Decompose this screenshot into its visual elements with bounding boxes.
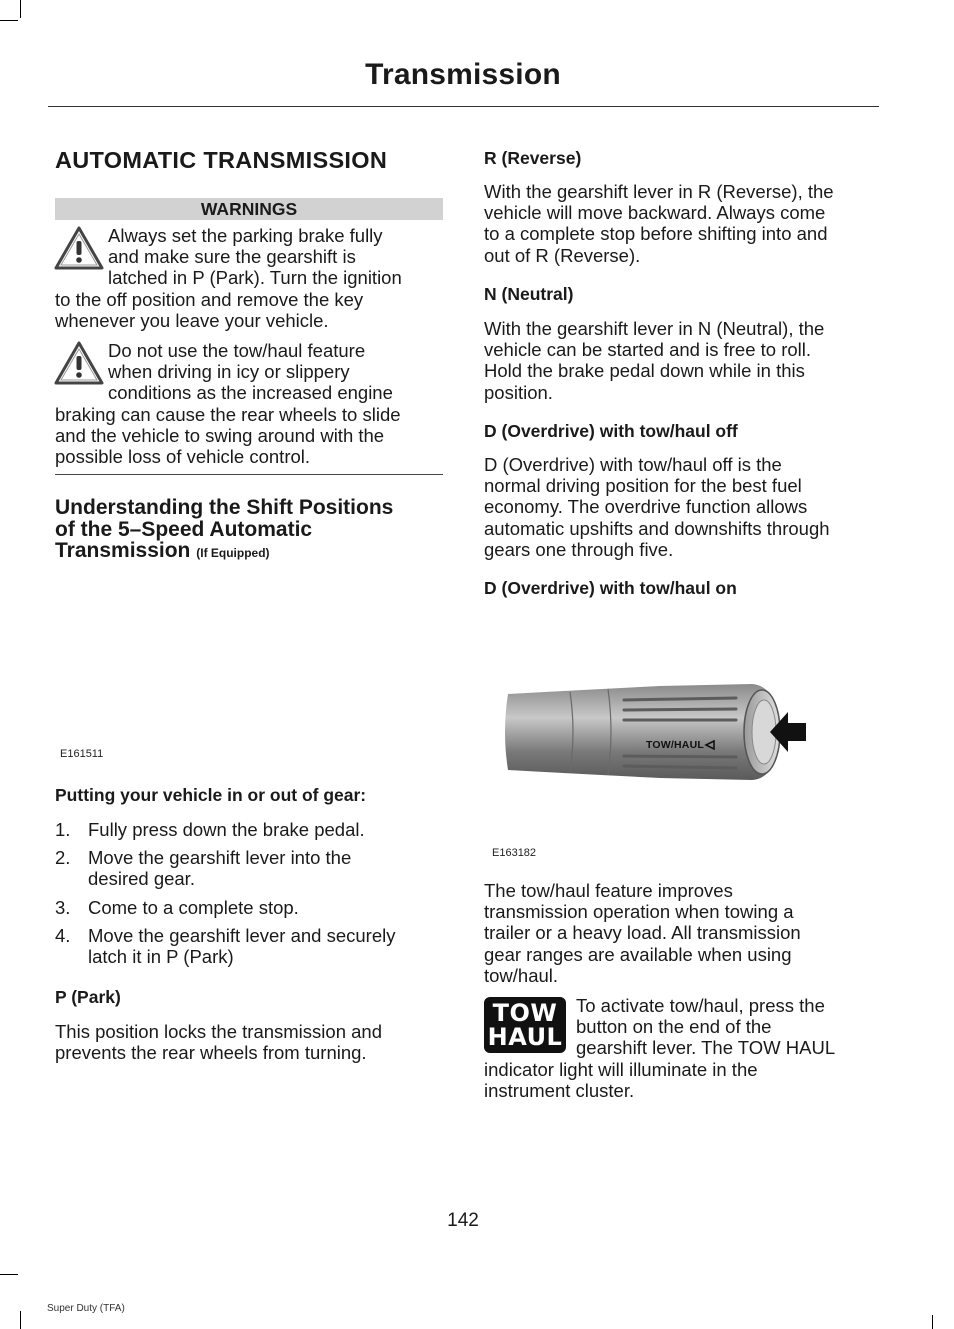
text-line: trailer or a heavy load. All transmission: [484, 922, 801, 944]
text-line: gears one through five.: [484, 538, 674, 560]
text-line: automatic upshifts and downshifts through: [484, 517, 830, 539]
text-line: of the 5–Speed Automatic: [55, 517, 313, 541]
text-line: Come to a complete stop.: [88, 896, 299, 918]
text-line: gear ranges are available when using: [484, 943, 792, 965]
text-line: possible loss of vehicle control.: [55, 446, 311, 468]
text-line: Hold the brake pedal down while in this: [484, 360, 805, 382]
warning-2-text: [55, 340, 445, 467]
text-line: latch it in P (Park): [88, 946, 234, 968]
list-item: [55, 847, 445, 889]
text-line: Do not use the tow/haul feature: [108, 340, 366, 361]
text-line: The tow/haul feature improves: [484, 880, 733, 901]
putting-heading: Putting your vehicle in or out of gear:: [55, 785, 367, 805]
text-line: transmission operation when towing a: [484, 901, 794, 923]
text-line: prevents the rear wheels from turning.: [55, 1042, 367, 1064]
list-number: 3.: [55, 896, 71, 918]
text-line: indicator light will illuminate in the: [484, 1058, 758, 1080]
crop-mark: [932, 1315, 933, 1329]
text-line: This position locks the transmission and: [55, 1021, 382, 1042]
text-line: With the gearshift lever in R (Reverse), the: [484, 181, 834, 202]
text-line: conditions as the increased engine: [108, 382, 393, 404]
if-equipped-note: (If Equipped): [196, 546, 270, 560]
text-line: to a complete stop before shifting into and: [484, 223, 828, 245]
text-line: vehicle can be started and is free to roll.: [484, 339, 812, 361]
badge-line: TOW: [492, 999, 558, 1027]
crop-mark: [20, 1311, 21, 1329]
neutral-heading: N (Neutral): [484, 284, 574, 304]
list-item: [55, 925, 445, 967]
text-line: Transmission: [55, 539, 191, 562]
text-line: tow/haul.: [484, 964, 559, 986]
list-number: 1.: [55, 819, 71, 840]
crop-mark: [20, 0, 21, 18]
text-line: desired gear.: [88, 868, 195, 890]
text-line: Understanding the Shift Positions: [55, 496, 394, 519]
subsection-title: [55, 497, 455, 565]
overdrive-on-heading: D (Overdrive) with tow/haul on: [484, 578, 737, 598]
figure-code: E161511: [60, 748, 104, 760]
text-line: whenever you leave your vehicle.: [55, 309, 329, 331]
tow-haul-text: [484, 880, 884, 986]
text-line: Move the gearshift lever into the: [88, 847, 352, 869]
text-line: to the off position and remove the key: [55, 288, 364, 310]
list-item: [55, 897, 445, 918]
footer-note: Super Duty (TFA): [47, 1303, 125, 1314]
text-line: To activate tow/haul, press the: [576, 995, 825, 1016]
list-number: 2.: [55, 847, 71, 869]
text-line: normal driving position for the best fuel: [484, 475, 802, 497]
header-divider: [48, 106, 879, 107]
text-line: latched in P (Park). Turn the ignition: [108, 267, 402, 289]
text-line: D (Overdrive) with tow/haul off is the: [484, 454, 782, 475]
reverse-text: [484, 181, 884, 266]
figure-code: E163182: [492, 847, 537, 859]
text-line: Move the gearshift lever and securely: [88, 924, 396, 946]
badge-line: HAUL: [487, 1023, 563, 1051]
page-number: 142: [447, 1210, 479, 1231]
text-line: Always set the parking brake fully: [108, 225, 383, 246]
warnings-banner: WARNINGS: [55, 198, 443, 220]
park-heading: P (Park): [55, 987, 121, 1007]
activate-text: [484, 995, 884, 1101]
neutral-text: [484, 318, 884, 403]
park-text: [55, 1021, 445, 1063]
text-line: braking can cause the rear wheels to slide: [55, 403, 401, 425]
steps-list: [55, 819, 445, 967]
overdrive-off-text: [484, 454, 884, 560]
section-title: AUTOMATIC TRANSMISSION: [55, 147, 388, 173]
tow-haul-lever-label: TOW/HAUL: [646, 739, 704, 751]
text-line: instrument cluster.: [484, 1079, 635, 1101]
list-number: 4.: [55, 924, 71, 946]
crop-mark: [0, 20, 18, 21]
crop-mark: [0, 1274, 18, 1275]
text-line: economy. The overdrive function allows: [484, 496, 808, 518]
text-line: button on the end of the: [576, 1016, 772, 1038]
text-line: when driving in icy or slippery: [108, 361, 350, 383]
text-line: out of R (Reverse).: [484, 244, 641, 266]
text-line: and make sure the gearshift is: [108, 246, 356, 268]
warnings-divider: [55, 474, 443, 475]
page-title: Transmission: [365, 58, 561, 91]
reverse-heading: R (Reverse): [484, 148, 582, 168]
text-line: Fully press down the brake pedal.: [88, 819, 365, 840]
list-item: [55, 819, 445, 840]
overdrive-off-heading: D (Overdrive) with tow/haul off: [484, 421, 738, 441]
text-line: position.: [484, 381, 553, 403]
text-line: vehicle will move backward. Always come: [484, 202, 826, 224]
warning-1-text: [55, 225, 445, 331]
text-line: gearshift lever. The TOW HAUL: [576, 1037, 836, 1059]
text-line: With the gearshift lever in N (Neutral), the: [484, 318, 825, 339]
text-line: and the vehicle to swing around with the: [55, 424, 385, 446]
gearshift-lever-illustration: [500, 680, 812, 784]
